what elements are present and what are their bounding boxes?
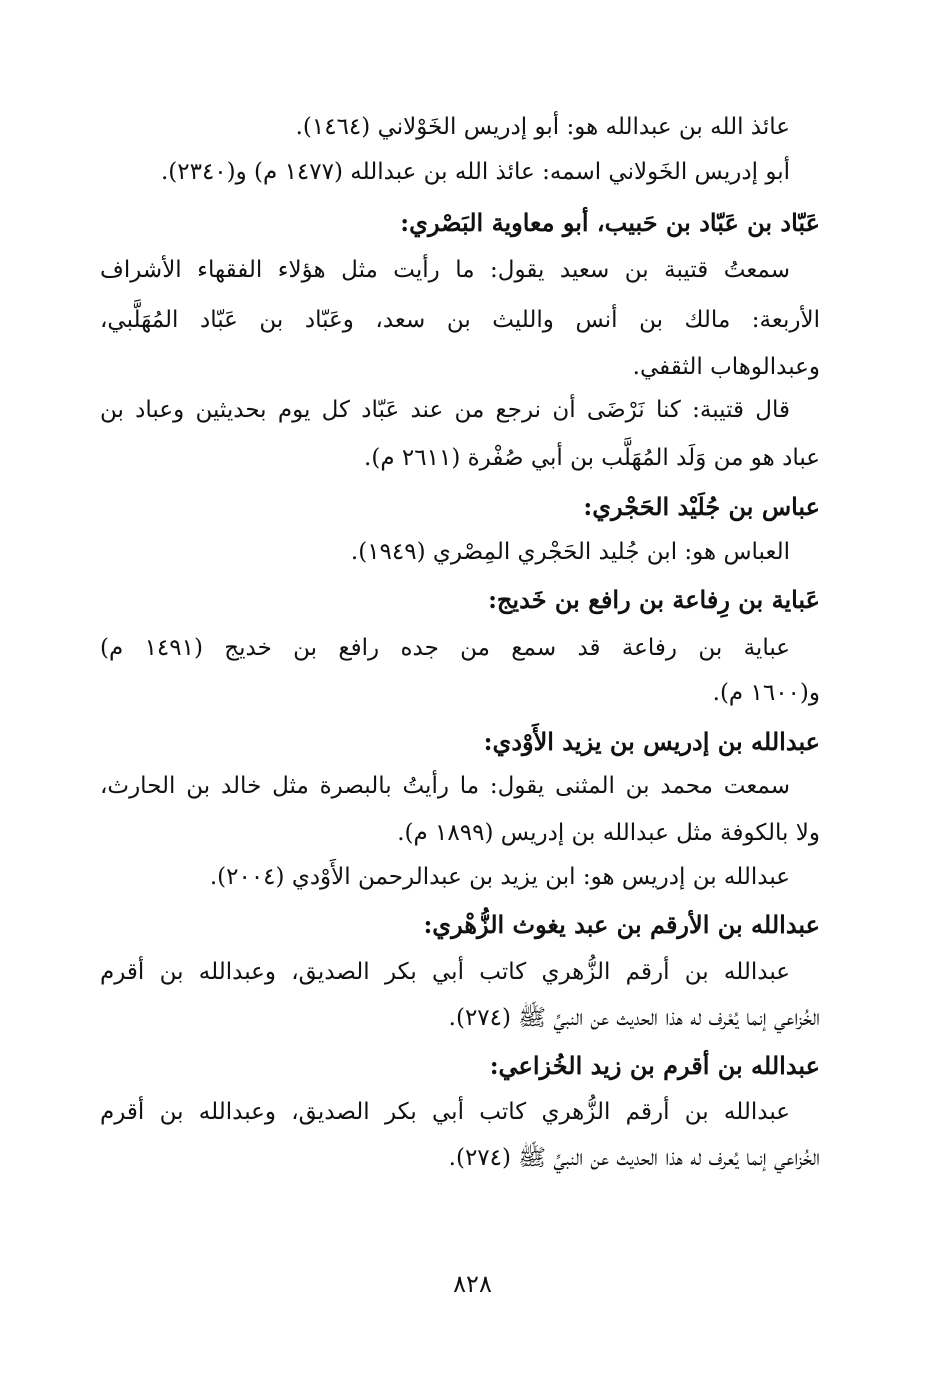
text-line: و(١٦٠٠ م). [712,680,820,706]
text-line: ولا بالكوفة مثل عبدالله بن إدريس (١٨٩٩ م). [397,820,820,846]
entry-heading: عبدالله بن أقرم بن زيد الخُزاعي: [489,1051,820,1080]
entry-heading: عبدالله بن الأرقم بن عبد يغوث الزُّهْري: [423,910,820,939]
text-line: الخُزاعي إنما يُعرف له هذا الحديث عن النبيِّ ﷺ (٢٧٤). [448,1145,820,1171]
text-line: عبدالله بن أرقم الزُّهري كاتب أبي بكر الصديق، وعبدالله بن أقرم [100,959,790,985]
entry-heading: عبدالله بن إدريس بن يزيد الأَوْدي: [483,727,820,756]
text-line: عباد هو من وَلَد المُهَلَّب بن أبي صُفْرة (٢٦١١ م). [364,445,820,471]
text-line: الخُزاعي إنما يُعْرف له هذا الحديث عن النبيِّ ﷺ (٢٧٤). [448,1005,820,1031]
text-line: أبو إدريس الخَولاني اسمه: عائذ الله بن عبدالله (١٤٧٧ م) و(٢٣٤٠). [160,159,790,185]
text-line: وعبدالوهاب الثقفي. [632,354,820,380]
text-line: الأربعة: مالك بن أنس والليث بن سعد، وعَبّاد بن عَبّاد المُهَلَّبي، [100,307,820,333]
text-line: سمعتُ قتيبة بن سعيد يقول: ما رأيت مثل هؤلاء الفقهاء الأشراف [100,257,790,283]
entry-heading: عَبّاد بن عَبّاد بن حَبيب، أبو معاوية البَصْري: [400,208,820,237]
text-line: العباس هو: ابن جُليد الحَجْري المِصْري (١٩٤٩). [350,539,790,565]
text-line: سمعت محمد بن المثنى يقول: ما رأيتُ بالبصرة مثل خالد بن الحارث، [100,773,790,799]
entry-heading: عَباية بن رِفاعة بن رافع بن خَديج: [488,585,820,614]
text-line: عائذ الله بن عبدالله هو: أبو إدريس الخَوْلاني (١٤٦٤). [295,114,790,140]
page-number: ٨٢٨ [453,1270,492,1298]
text-line: قال قتيبة: كنا نَرْضَى أن نرجع من عند عَبّاد كل يوم بحديثين وعباد بن [100,397,790,423]
text-line: عباية بن رفاعة قد سمع من جده رافع بن خديج (١٤٩١ م) [100,635,791,661]
text-line: عبدالله بن إدريس هو: ابن يزيد بن عبدالرحمن الأَوْدي (٢٠٠٤). [209,864,790,890]
text-line: عبدالله بن أرقم الزُّهري كاتب أبي بكر الصديق، وعبدالله بن أقرم [100,1099,790,1125]
entry-heading: عباس بن جُلَيْد الحَجْري: [583,492,820,521]
